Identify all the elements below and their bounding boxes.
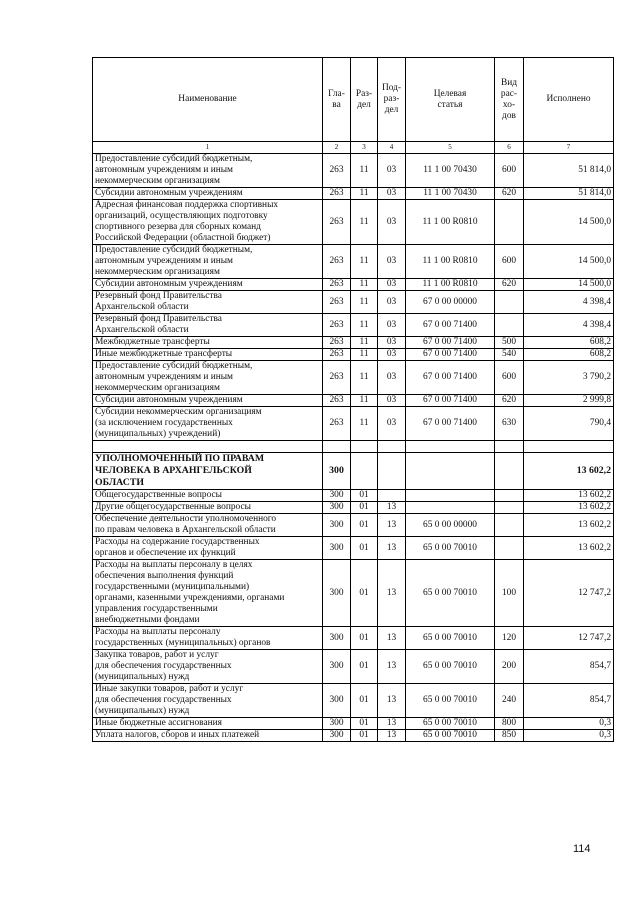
cell-statya: 11 1 00 R0810 — [406, 245, 495, 279]
table-row — [93, 154, 614, 188]
cell-glava: 300 — [323, 502, 351, 514]
cell-glava: 263 — [323, 245, 351, 279]
table-row — [93, 314, 614, 337]
cell-vid — [495, 502, 524, 514]
cell-vid — [495, 453, 524, 490]
cell-podrazdel: 13 — [378, 514, 406, 537]
cell-glava: 263 — [323, 279, 351, 291]
cell-razdel: 11 — [351, 279, 378, 291]
header-ispolneno: Исполнено — [524, 58, 614, 142]
table-row — [93, 650, 614, 684]
cell-statya: 67 0 00 71400 — [406, 314, 495, 337]
cell-value: 2 999,8 — [524, 395, 614, 407]
cell-statya — [406, 502, 495, 514]
cell-name: Иные закупки товаров, работ и услуг для обеспечения государственных (муниципальных) нужд — [93, 684, 323, 718]
cell-glava: 263 — [323, 154, 351, 188]
column-number: 3 — [351, 142, 378, 154]
cell-glava: 263 — [323, 407, 351, 441]
cell-podrazdel: 13 — [378, 560, 406, 627]
cell-podrazdel: 03 — [378, 188, 406, 200]
cell-razdel: 01 — [351, 490, 378, 502]
cell-razdel: 11 — [351, 291, 378, 314]
cell-podrazdel: 03 — [378, 279, 406, 291]
table-row — [93, 200, 614, 245]
table-row — [93, 245, 614, 279]
cell-name: Субсидии некоммерческим организациям (за исключением государственных (муниципальных) учреждений) — [93, 407, 323, 441]
cell-name: Обеспечение деятельности уполномоченного по правам человека в Архангельской области — [93, 514, 323, 537]
cell-name: Расходы на выплаты персоналу государственных (муниципальных) органов — [93, 627, 323, 650]
cell-value: 3 790,2 — [524, 361, 614, 395]
cell-value: 854,7 — [524, 684, 614, 718]
cell-name: Иные бюджетные ассигнования — [93, 718, 323, 730]
cell-razdel: 11 — [351, 314, 378, 337]
cell-name: Предоставление субсидий бюджетным, автономным учреждениям и иным некоммерческим организациям — [93, 154, 323, 188]
cell-value: 0,3 — [524, 718, 614, 730]
cell-glava: 263 — [323, 200, 351, 245]
cell-razdel: 11 — [351, 337, 378, 349]
cell-name — [93, 441, 323, 453]
cell-glava: 263 — [323, 361, 351, 395]
table-row — [93, 490, 614, 502]
cell-value: 0,3 — [524, 730, 614, 742]
cell-podrazdel: 13 — [378, 730, 406, 742]
table-row — [93, 627, 614, 650]
cell-razdel — [351, 441, 378, 453]
cell-name: Расходы на содержание государственных органов и обеспечение их функций — [93, 537, 323, 560]
table-row — [93, 188, 614, 200]
cell-podrazdel: 03 — [378, 154, 406, 188]
cell-razdel: 01 — [351, 537, 378, 560]
cell-vid: 540 — [495, 349, 524, 361]
cell-glava — [323, 441, 351, 453]
cell-razdel: 11 — [351, 361, 378, 395]
page-number: 114 — [573, 843, 591, 855]
cell-vid — [495, 200, 524, 245]
cell-vid: 620 — [495, 279, 524, 291]
cell-razdel: 01 — [351, 730, 378, 742]
cell-podrazdel: 03 — [378, 245, 406, 279]
cell-razdel: 01 — [351, 650, 378, 684]
cell-name: Субсидии автономным учреждениям — [93, 279, 323, 291]
column-number: 7 — [524, 142, 614, 154]
cell-statya: 67 0 00 71400 — [406, 337, 495, 349]
cell-podrazdel: 13 — [378, 537, 406, 560]
cell-vid: 120 — [495, 627, 524, 650]
cell-name: Предоставление субсидий бюджетным, автономным учреждениям и иным некоммерческим организациям — [93, 245, 323, 279]
cell-value: 4 398,4 — [524, 291, 614, 314]
cell-vid: 600 — [495, 245, 524, 279]
cell-name: Резервный фонд Правительства Архангельской области — [93, 291, 323, 314]
cell-glava: 300 — [323, 560, 351, 627]
cell-podrazdel: 03 — [378, 407, 406, 441]
cell-podrazdel: 13 — [378, 718, 406, 730]
column-number: 4 — [378, 142, 406, 154]
cell-razdel: 11 — [351, 188, 378, 200]
cell-statya: 11 1 00 70430 — [406, 188, 495, 200]
cell-vid: 600 — [495, 361, 524, 395]
cell-razdel: 01 — [351, 514, 378, 537]
table-row — [93, 279, 614, 291]
cell-value: 13 602,2 — [524, 490, 614, 502]
cell-vid — [495, 441, 524, 453]
cell-glava: 300 — [323, 730, 351, 742]
cell-value: 790,4 — [524, 407, 614, 441]
cell-value: 51 814,0 — [524, 188, 614, 200]
cell-statya: 11 1 00 70430 — [406, 154, 495, 188]
document-page — [92, 57, 613, 742]
cell-glava: 263 — [323, 314, 351, 337]
header-podrazdel: Под- раз- дел — [378, 58, 406, 142]
cell-name: Субсидии автономным учреждениям — [93, 188, 323, 200]
cell-vid — [495, 514, 524, 537]
cell-statya: 11 1 00 R0810 — [406, 200, 495, 245]
cell-podrazdel: 03 — [378, 200, 406, 245]
cell-razdel: 01 — [351, 718, 378, 730]
cell-glava: 263 — [323, 349, 351, 361]
cell-podrazdel: 13 — [378, 627, 406, 650]
cell-vid — [495, 314, 524, 337]
cell-glava: 300 — [323, 718, 351, 730]
table-row — [93, 349, 614, 361]
column-number-row — [93, 142, 614, 154]
table-row — [93, 684, 614, 718]
cell-podrazdel: 03 — [378, 361, 406, 395]
cell-statya: 67 0 00 71400 — [406, 349, 495, 361]
cell-name: УПОЛНОМОЧЕННЫЙ ПО ПРАВАМ ЧЕЛОВЕКА В АРХАНГЕЛЬСКОЙ ОБЛАСТИ — [93, 453, 323, 490]
table-row — [93, 502, 614, 514]
cell-glava: 300 — [323, 453, 351, 490]
cell-name: Другие общегосударственные вопросы — [93, 502, 323, 514]
cell-glava: 300 — [323, 490, 351, 502]
cell-glava: 300 — [323, 514, 351, 537]
cell-razdel: 01 — [351, 502, 378, 514]
cell-razdel: 01 — [351, 627, 378, 650]
cell-vid — [495, 291, 524, 314]
cell-razdel: 11 — [351, 395, 378, 407]
cell-statya — [406, 441, 495, 453]
table-row — [93, 361, 614, 395]
table-row — [93, 560, 614, 627]
cell-vid: 240 — [495, 684, 524, 718]
table-row — [93, 407, 614, 441]
cell-name: Межбюджетные трансферты — [93, 337, 323, 349]
header-razdel: Раз- дел — [351, 58, 378, 142]
cell-vid — [495, 490, 524, 502]
cell-name: Субсидии автономным учреждениям — [93, 395, 323, 407]
cell-podrazdel: 13 — [378, 650, 406, 684]
cell-vid: 850 — [495, 730, 524, 742]
column-number: 1 — [93, 142, 323, 154]
table-row — [93, 395, 614, 407]
cell-value: 14 500,0 — [524, 200, 614, 245]
header-statya: Целевая статья — [406, 58, 495, 142]
cell-vid: 800 — [495, 718, 524, 730]
cell-value: 12 747,2 — [524, 627, 614, 650]
cell-statya: 65 0 00 70010 — [406, 537, 495, 560]
cell-podrazdel: 13 — [378, 502, 406, 514]
cell-name: Общегосударственные вопросы — [93, 490, 323, 502]
table-row — [93, 718, 614, 730]
cell-vid: 630 — [495, 407, 524, 441]
cell-statya: 65 0 00 70010 — [406, 627, 495, 650]
cell-podrazdel — [378, 441, 406, 453]
header-glava: Гла- ва — [323, 58, 351, 142]
cell-statya: 11 1 00 R0810 — [406, 279, 495, 291]
cell-statya: 65 0 00 70010 — [406, 560, 495, 627]
budget-table — [92, 57, 614, 742]
cell-vid: 600 — [495, 154, 524, 188]
cell-glava: 263 — [323, 337, 351, 349]
cell-value: 13 602,2 — [524, 502, 614, 514]
cell-podrazdel — [378, 453, 406, 490]
cell-statya: 65 0 00 70010 — [406, 718, 495, 730]
cell-razdel: 11 — [351, 349, 378, 361]
table-row — [93, 514, 614, 537]
cell-name: Иные межбюджетные трансферты — [93, 349, 323, 361]
cell-value: 854,7 — [524, 650, 614, 684]
cell-glava: 300 — [323, 537, 351, 560]
cell-value: 14 500,0 — [524, 245, 614, 279]
cell-statya: 67 0 00 00000 — [406, 291, 495, 314]
cell-razdel: 11 — [351, 245, 378, 279]
header-row — [93, 58, 614, 142]
cell-glava: 263 — [323, 291, 351, 314]
cell-podrazdel — [378, 490, 406, 502]
column-number: 5 — [406, 142, 495, 154]
cell-glava: 263 — [323, 188, 351, 200]
cell-statya — [406, 453, 495, 490]
cell-value: 4 398,4 — [524, 314, 614, 337]
cell-value — [524, 441, 614, 453]
cell-glava: 300 — [323, 650, 351, 684]
table-row — [93, 337, 614, 349]
cell-name: Предоставление субсидий бюджетным, автономным учреждениям и иным некоммерческим организациям — [93, 361, 323, 395]
cell-glava: 263 — [323, 395, 351, 407]
cell-razdel: 01 — [351, 560, 378, 627]
column-number: 2 — [323, 142, 351, 154]
cell-statya: 67 0 00 71400 — [406, 395, 495, 407]
table-row — [93, 730, 614, 742]
cell-razdel: 11 — [351, 200, 378, 245]
cell-glava: 300 — [323, 627, 351, 650]
cell-razdel: 11 — [351, 407, 378, 441]
cell-razdel — [351, 453, 378, 490]
cell-value: 608,2 — [524, 337, 614, 349]
cell-name: Уплата налогов, сборов и иных платежей — [93, 730, 323, 742]
cell-podrazdel: 03 — [378, 291, 406, 314]
cell-podrazdel: 13 — [378, 684, 406, 718]
cell-podrazdel: 03 — [378, 349, 406, 361]
cell-podrazdel: 03 — [378, 314, 406, 337]
cell-podrazdel: 03 — [378, 337, 406, 349]
cell-vid — [495, 537, 524, 560]
table-row — [93, 537, 614, 560]
cell-value: 13 602,2 — [524, 537, 614, 560]
cell-vid: 500 — [495, 337, 524, 349]
cell-name: Резервный фонд Правительства Архангельской области — [93, 314, 323, 337]
cell-value: 14 500,0 — [524, 279, 614, 291]
cell-razdel: 01 — [351, 684, 378, 718]
cell-name: Закупка товаров, работ и услуг для обеспечения государственных (муниципальных) нужд — [93, 650, 323, 684]
cell-statya: 67 0 00 71400 — [406, 407, 495, 441]
column-number: 6 — [495, 142, 524, 154]
cell-razdel: 11 — [351, 154, 378, 188]
cell-statya — [406, 490, 495, 502]
cell-glava: 300 — [323, 684, 351, 718]
cell-value: 13 602,2 — [524, 453, 614, 490]
cell-statya: 65 0 00 70010 — [406, 684, 495, 718]
cell-vid: 200 — [495, 650, 524, 684]
cell-vid: 620 — [495, 188, 524, 200]
header-vid: Вид рас- хо- дов — [495, 58, 524, 142]
cell-vid: 100 — [495, 560, 524, 627]
table-row — [93, 291, 614, 314]
cell-statya: 65 0 00 70010 — [406, 730, 495, 742]
cell-statya: 65 0 00 70010 — [406, 650, 495, 684]
cell-vid: 620 — [495, 395, 524, 407]
header-name: Наименование — [93, 58, 323, 142]
table-body — [93, 154, 614, 742]
cell-podrazdel: 03 — [378, 395, 406, 407]
cell-name: Расходы на выплаты персоналу в целях обеспечения выполнения функций государственными (муниципальными) органами, казенными учреждениями, органами управления государственными внебюджетными фондами — [93, 560, 323, 627]
cell-value: 12 747,2 — [524, 560, 614, 627]
cell-name: Адресная финансовая поддержка спортивных организаций, осуществляющих подготовку спортивного резерва для сборных команд Российской Федерации (областной бюджет) — [93, 200, 323, 245]
cell-statya: 67 0 00 71400 — [406, 361, 495, 395]
cell-value: 51 814,0 — [524, 154, 614, 188]
cell-value: 608,2 — [524, 349, 614, 361]
table-row — [93, 441, 614, 453]
cell-value: 13 602,2 — [524, 514, 614, 537]
cell-statya: 65 0 00 00000 — [406, 514, 495, 537]
table-row — [93, 453, 614, 490]
